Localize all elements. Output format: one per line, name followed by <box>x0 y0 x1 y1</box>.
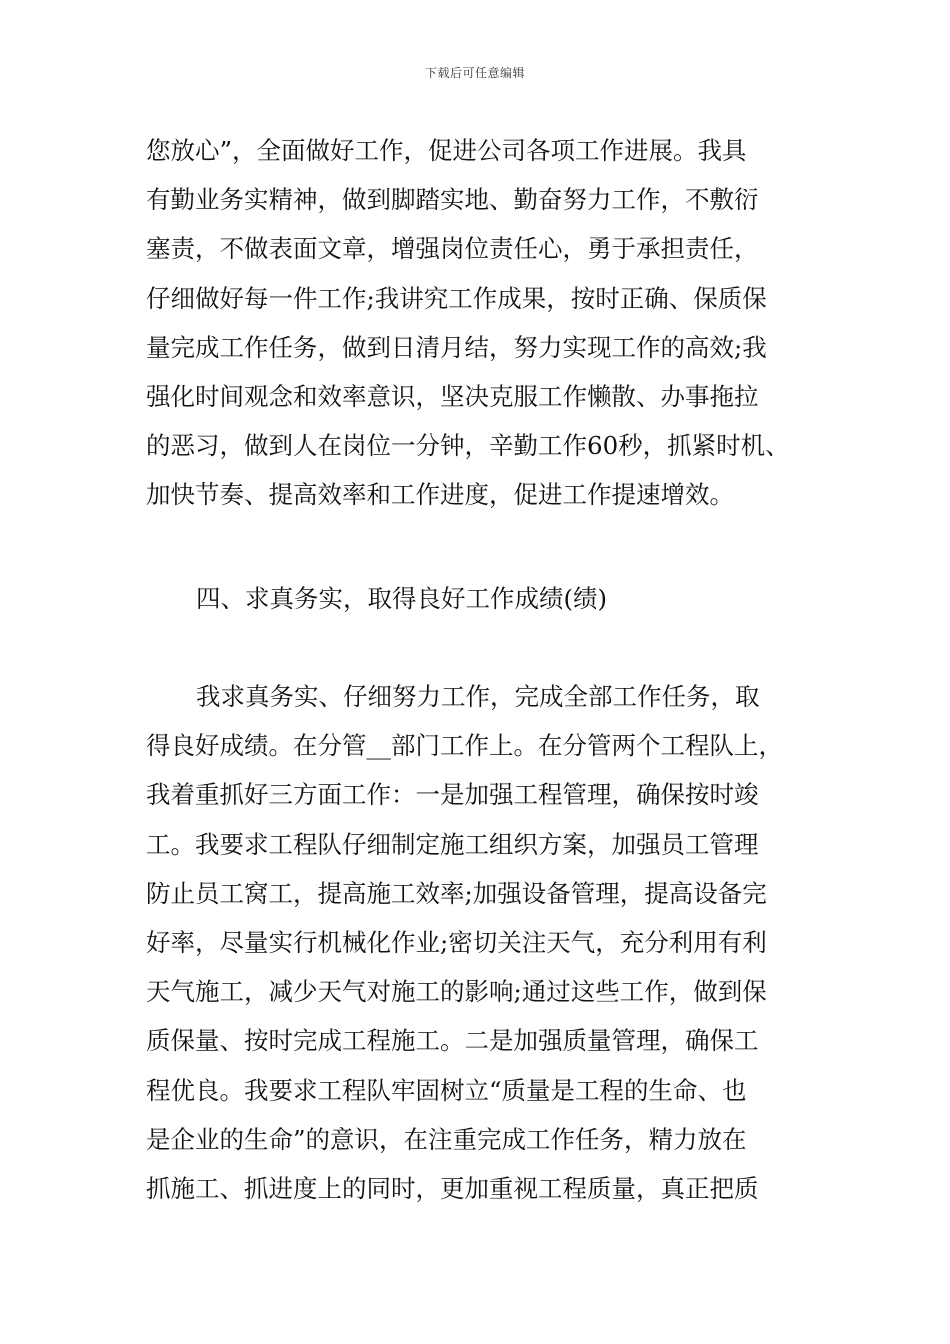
paragraph-line: 得良好成绩。在分管__部门工作上。在分管两个工程队上， <box>146 731 783 761</box>
paragraph-line: 我求真务实、仔细努力工作，完成全部工作任务，取 <box>196 682 760 711</box>
paragraph-line: 我着重抓好三方面工作：一是加强工程管理，确保按时竣 <box>146 780 759 810</box>
paragraph-line: 您放心”，全面做好工作，促进公司各项工作进展。我具 <box>146 136 747 165</box>
paragraph-line: 强化时间观念和效率意识，坚决克服工作懒散、办事拖拉 <box>146 381 759 411</box>
paragraph-line: 塞责，不做表面文章，增强岗位责任心，勇于承担责任， <box>146 234 759 264</box>
paragraph-line: 防止员工窝工，提高施工效率;加强设备管理，提高设备完 <box>146 878 767 908</box>
paragraph-line: 加快节奏、提高效率和工作进度，促进工作提速增效。 <box>146 480 734 510</box>
paragraph-line: 的恶习，做到人在岗位一分钟，辛勤工作60秒，抓紧时机、 <box>146 431 790 461</box>
paragraph-line: 是企业的生命”的意识，在注重完成工作任务，精力放在 <box>146 1124 747 1154</box>
paragraph-line: 好率，尽量实行机械化作业;密切关注天气，充分利用有利 <box>146 927 767 957</box>
paragraph-line: 程优良。我要求工程队牢固树立“质量是工程的生命、也 <box>146 1075 747 1105</box>
paragraph-line: 抓施工、抓进度上的同时，更加重视工程质量，真正把质 <box>146 1173 759 1203</box>
paragraph-line: 工。我要求工程队仔细制定施工组织方案，加强员工管理 <box>146 829 759 859</box>
paragraph-line: 有勤业务实精神，做到脚踏实地、勤奋努力工作，不敷衍 <box>146 185 759 215</box>
page-header: 下载后可任意编辑 <box>424 66 525 80</box>
section-heading: 四、求真务实，取得良好工作成绩(绩) <box>196 584 608 613</box>
paragraph-line: 质保量、按时完成工程施工。二是加强质量管理，确保工 <box>146 1026 759 1056</box>
paragraph-1 <box>146 126 826 520</box>
paragraph-2 <box>146 672 826 1213</box>
paragraph-line: 量完成工作任务，做到日清月结，努力实现工作的高效;我 <box>146 332 767 362</box>
paragraph-line: 天气施工，减少天气对施工的影响;通过这些工作，做到保 <box>146 977 767 1007</box>
paragraph-line: 仔细做好每一件工作;我讲究工作成果，按时正确、保质保 <box>146 283 767 313</box>
